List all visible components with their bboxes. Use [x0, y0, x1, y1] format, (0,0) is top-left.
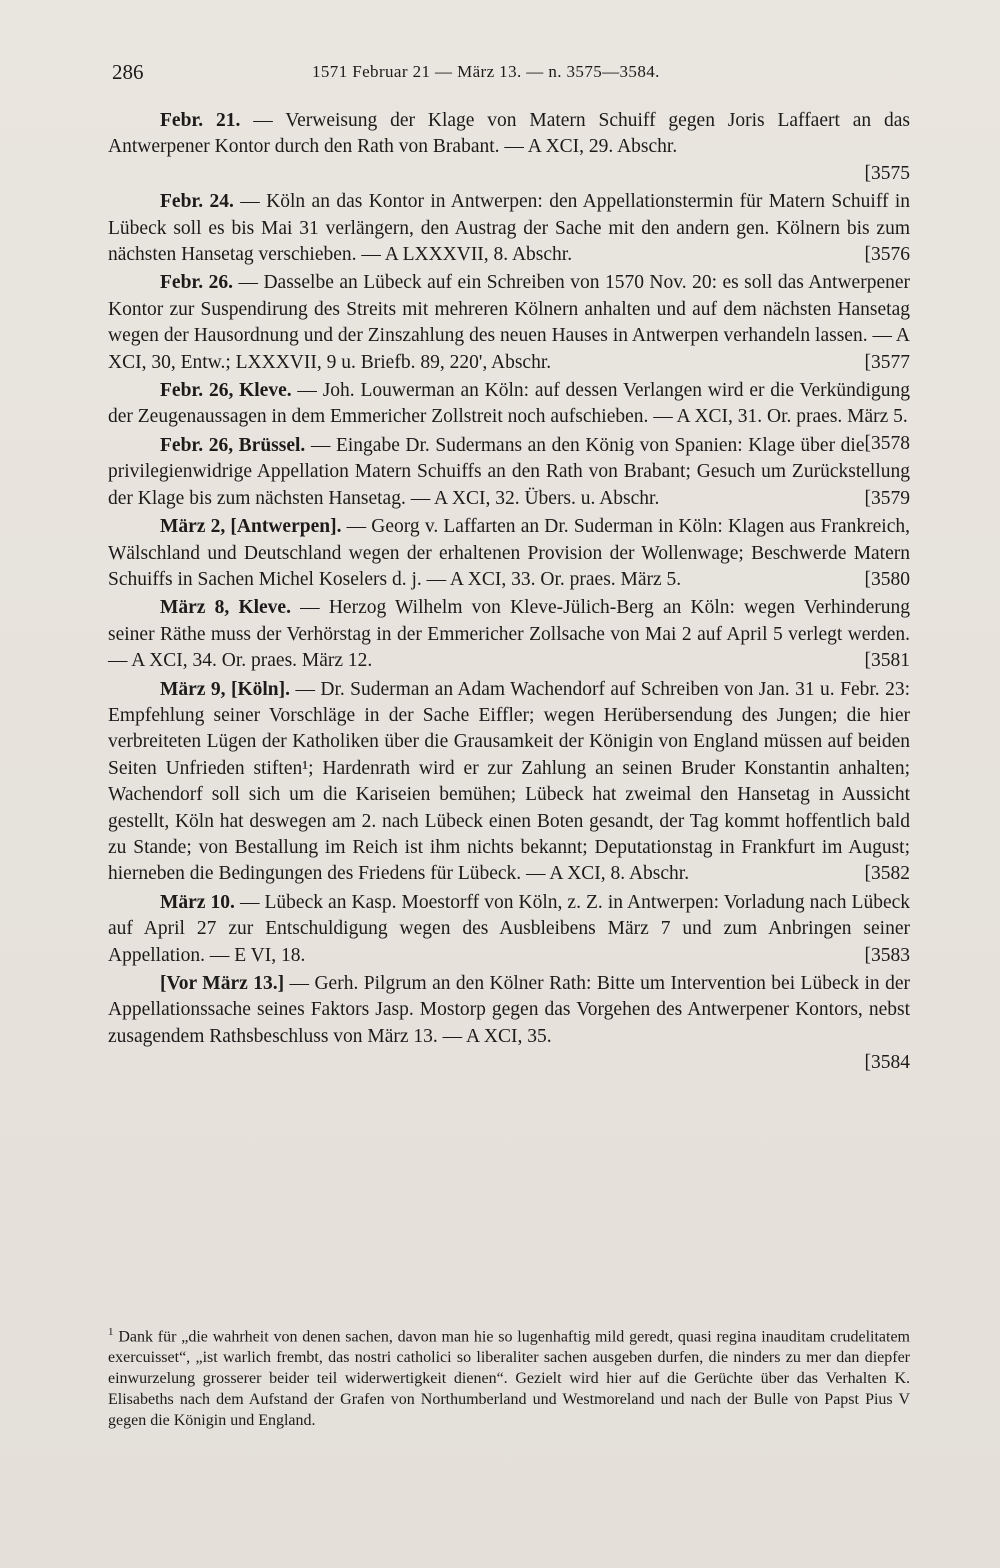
entry-3584 — [108, 971, 910, 1077]
entry-text: — Lübeck an Kasp. Moestorff von Köln, z. Z. in Antwerpen: Vorladung nach Lübeck auf April 27 zur Entschuldigung wegen des Ausbleibens März 7 und zum Anbringen seiner Appellation. — E VI, 18. — [108, 891, 911, 966]
entry-text: — Gerh. Pilgrum an den Kölner Rath: Bitte um Intervention bei Lübeck in der Appellationssache seines Faktors Jasp. Mostorp gegen das Vorgehen des Antwerpener Kontors, nebst zusagendem Rathsbeschluss von März 13. — A XCI, 35. — [108, 973, 910, 1047]
entry-date: Febr. 26. — [160, 272, 233, 294]
footnote — [108, 1322, 910, 1431]
entry-number: [3577 — [864, 351, 910, 373]
entry-number: [3584 — [864, 1052, 910, 1074]
entry-date: Febr. 26, Kleve. — [160, 380, 292, 402]
entry-date: März 9, [Köln]. — [160, 678, 290, 700]
entry-3579 — [108, 433, 910, 512]
entry-3577 — [108, 270, 910, 376]
entry-number: [3581 — [864, 650, 910, 672]
entry-number: [3582 — [864, 863, 910, 885]
entry-text: — Dasselbe an Lübeck auf ein Schreiben von 1570 Nov. 20: es soll das Antwerpener Kontor zur Suspendirung des Streits mit mehreren Kölnern anhalten und auf dem nächsten Hansetag wegen der Hausordnung und der Zinszahlung des neuen Hauses in Antwerpen verhandeln lassen. — A XCI, 30, Entw.; LXXXVII, 9 u. Briefb. 89, 220', Abschr. — [108, 272, 911, 373]
entry-3576 — [108, 189, 910, 268]
entry-date: März 10. — [160, 891, 235, 913]
entry-text: — Joh. Louwerman an Köln: auf dessen Verlangen wird er die Verkündigung der Zeugenaussagen in dem Emmericher Zollstreit noch aufschieben. — A XCI, 31. Or. praes. März 5. — [108, 380, 911, 428]
entry-date: Febr. 24. — [160, 191, 234, 213]
entry-text: — Köln an das Kontor in Antwerpen: den Appellationstermin für Matern Schuiff in Lübeck soll es bis Mai 31 verlängern, den Austrag der Sache mit den andern gen. Kölnern bis zum nächsten Hansetag verschieben. — A LXXXVII, 8. Abschr. — [108, 191, 910, 266]
entry-number: [3578 — [864, 432, 910, 454]
entry-3580 — [108, 514, 910, 593]
entry-date: [Vor März 13.] — [160, 973, 285, 994]
regesten-list — [108, 108, 910, 1079]
entry-number: [3583 — [864, 944, 910, 966]
entry-text: — Herzog Wilhelm von Kleve-Jülich-Berg an Köln: wegen Verhinderung seiner Räthe muss der Verhörstag in der Emmericher Zollsache von Mai 2 auf April 5 verlegt werden. — A XCI, 34. Or. praes. März 12. — [108, 597, 910, 672]
entry-number: [3579 — [864, 487, 910, 509]
footnote-text: Dank für „die wahrheit von denen sachen, davon man hie so lugenhaftig mild geredt, quasi regina inauditam crudelitatem exercuisset“, „ist warlich frembt, das nostri catholici so liberaliter sachen ausgeben durfen, die ninders zu mer dan diepfer einwurzelung grosserer beider teil widerwertigkeit dienen“. Gezielt wird hier auf die Gerüchte über das Verhalten K. Elisabeths nach dem Aufstand der Grafen von Northumberland und Westmoreland und nach der Bulle von Papst Pius V gegen die Königin und England. — [108, 1328, 911, 1430]
entry-date: März 2, [Antwerpen]. — [160, 516, 342, 538]
entry-text: — Dr. Suderman an Adam Wachendorf auf Schreiben von Jan. 31 u. Febr. 23: Empfehlung seiner Vorschläge in der Sache Eiffler; wegen Herübersendung des Jungen; die hier verbreiteten Lügen der Katholiken über die Grausamkeit der Königin von England müssen auf beiden Seiten Unfrieden stiften¹; Hardenrath wird er zur Zahlung an seinen Bruder Konstantin anhalten; Wachendorf soll sich um die Kariseien bemühen; Lübeck hat zweimal den Hansetag in Aussicht gestellt, Köln hat deswegen am 2. nach Lübeck einen Boten gesandt, der Tag kommt hoffentlich bald zu Stande; von Bestallung im Reich ist ihm nichts bekannt; Deputationstag in Frankfurt im August; hierneben die Bedingungen des Friedens für Lübeck. — A XCI, 8. Abschr. — [108, 678, 910, 885]
page-header — [112, 60, 912, 90]
entry-3582 — [108, 677, 910, 888]
entry-number: [3576 — [864, 244, 910, 266]
footnote-marker: 1 — [108, 1326, 114, 1338]
entry-3581 — [108, 595, 910, 674]
page-number: 286 — [112, 60, 144, 84]
entry-date: Febr. 26, Brüssel. — [160, 434, 306, 456]
entry-number: [3580 — [864, 568, 910, 590]
entry-date: März 8, Kleve. — [160, 597, 291, 619]
entry-text: — Georg v. Laffarten an Dr. Suderman in Köln: Klagen aus Frankreich, Wälschland und Deutschland wegen der erhaltenen Provision der Wollenwage; Beschwerde Matern Schuiffs in Sachen Michel Koselers d. j. — A XCI, 33. Or. praes. März 5. — [108, 516, 910, 590]
running-head: 1571 Februar 21 — März 13. — n. 3575—3584. — [312, 62, 660, 81]
entry-3575 — [108, 108, 910, 187]
entry-number: [3575 — [864, 162, 910, 184]
entry-text: — Eingabe Dr. Sudermans an den König von Spanien: Klage über die privilegienwidrige Appellation Matern Schuiffs an den Rath von Brabant; Gesuch um Zurückstellung der Klage bis zum nächsten Hansetag. — A XCI, 32. Übers. u. Abschr. — [108, 434, 910, 509]
entry-text: — Verweisung der Klage von Matern Schuiff gegen Joris Laffaert an das Antwerpener Kontor durch den Rath von Brabant. — A XCI, 29. Abschr. — [108, 110, 910, 158]
entry-3583 — [108, 890, 910, 969]
entry-date: Febr. 21. — [160, 110, 241, 131]
